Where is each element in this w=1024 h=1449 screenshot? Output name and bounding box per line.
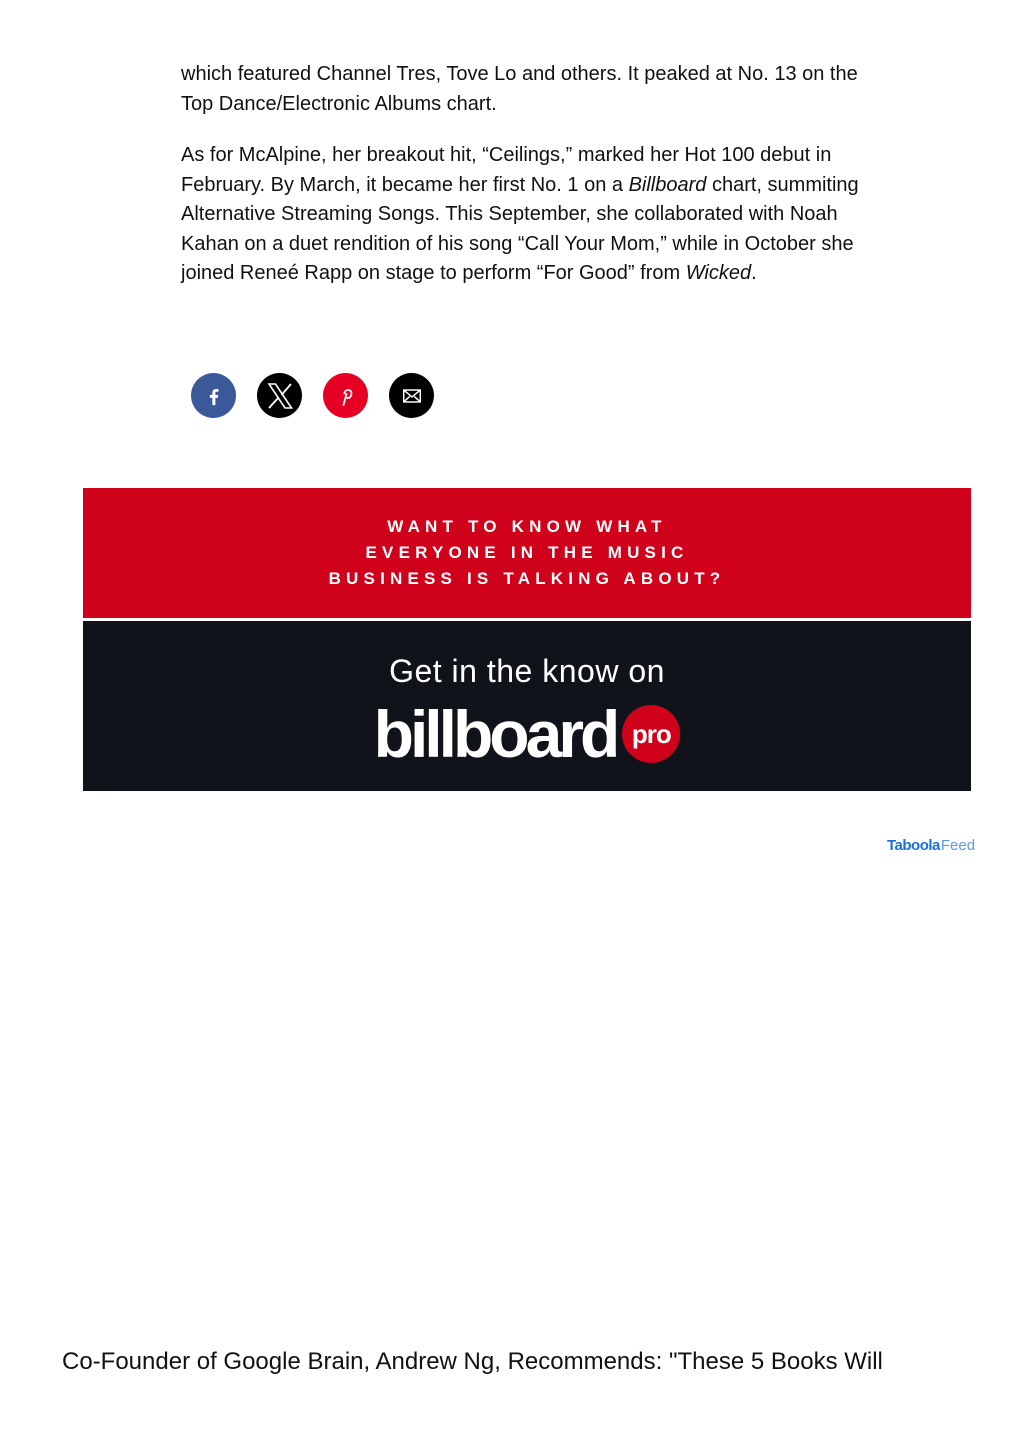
promo-line: WANT TO KNOW WHAT [387,517,667,536]
pinterest-icon [334,384,358,408]
billboard-pro-logo [374,699,681,769]
email-icon [401,385,423,407]
pro-badge: pro [622,705,680,763]
paragraph-text: chart, summiting Alternative Streaming Songs. This September, she collaborated with Noah Kahan on a duet rendition of his song “Call Your Mom,” while in October she joined Reneé Rapp on stage to perform “For Good” from [181,173,859,284]
taboola-feed-label: Feed [940,837,976,854]
x-icon [260,376,300,416]
promo-headline [83,488,971,618]
billboard-pro-promo[interactable] [83,488,971,791]
promo-line: BUSINESS IS TALKING ABOUT? [328,569,726,588]
paragraph-text: As for McAlpine, her breakout hit, “Ceilings,” marked her Hot 100 debut in February. By March, it became her first No. 1 on a [181,144,832,196]
taboola-feed-link[interactable] [887,837,975,854]
article-paragraph: which featured Channel Tres, Tove Lo and others. It peaked at No. 13 on the Top Dance/Electronic Albums chart. [181,63,858,115]
share-x-button[interactable] [257,373,302,418]
share-pinterest-button[interactable] [323,373,368,418]
billboard-wordmark: billboard [373,697,617,771]
recommendation-headline[interactable]: Co-Founder of Google Brain, Andrew Ng, Recommends: "These 5 Books Will [62,1348,883,1375]
billboard-italic: Billboard [628,173,707,196]
promo-brand-panel [83,621,971,791]
share-facebook-button[interactable] [191,373,236,418]
share-email-button[interactable] [389,373,434,418]
promo-tagline: Get in the know on [389,653,665,689]
paragraph-text: . [751,262,757,284]
article-body [181,60,881,311]
facebook-icon [203,385,225,407]
promo-line: EVERYONE IN THE MUSIC [365,543,689,562]
taboola-logo: Taboola [887,837,940,854]
share-bar [191,373,434,418]
article-paragraph [181,141,881,289]
wicked-italic: Wicked [685,262,752,284]
